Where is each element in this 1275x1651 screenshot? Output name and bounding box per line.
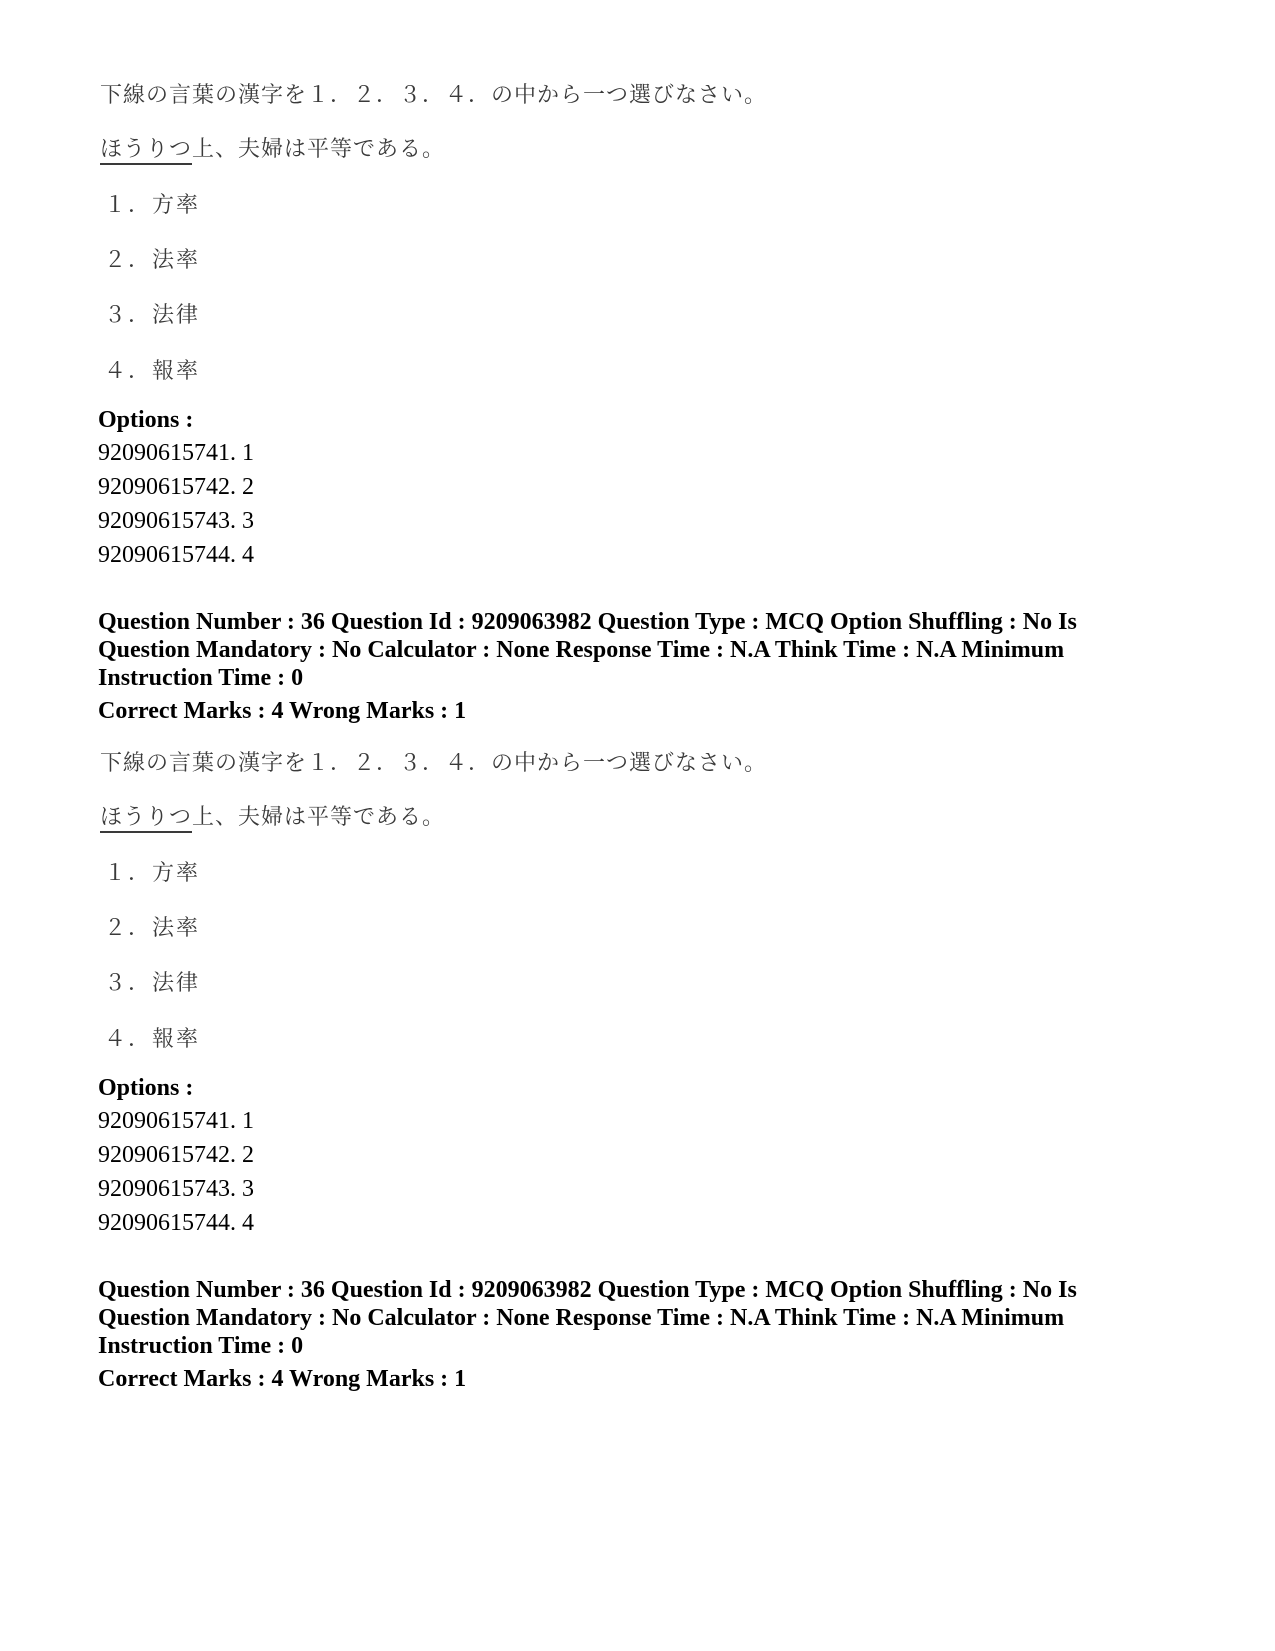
option-item: 92090615744. 4 <box>98 1210 254 1236</box>
meta-line: Instruction Time : 0 <box>98 1333 304 1359</box>
meta-line: Question Number : 36 Question Id : 9209063982 Question Type : MCQ Option Shuffling : No Is <box>98 1277 1077 1303</box>
question-instruction: 下線の言葉の漢字を１．２．３．４．の中から一つ選びなさい。 <box>100 83 768 108</box>
options-title: Options : <box>98 1075 194 1101</box>
question-instruction: 下線の言葉の漢字を１．２．３．４．の中から一つ選びなさい。 <box>100 751 768 776</box>
option-item: 92090615743. 3 <box>98 508 254 534</box>
option-item: 92090615741. 1 <box>98 1108 254 1134</box>
underlined-word: ほうりつ <box>100 137 192 165</box>
options-section-2 <box>98 1072 1188 1240</box>
option-item: 92090615741. 1 <box>98 440 254 466</box>
meta-line: Question Mandatory : No Calculator : None Response Time : N.A Think Time : N.A Minimum <box>98 637 1065 663</box>
choice-3: ３．法律 <box>104 303 201 328</box>
question-meta-2 <box>98 1276 1188 1393</box>
option-item: 92090615742. 2 <box>98 474 254 500</box>
marks-line: Correct Marks : 4 Wrong Marks : 1 <box>98 698 467 724</box>
marks-line: Correct Marks : 4 Wrong Marks : 1 <box>98 1366 467 1392</box>
options-section-1 <box>98 404 1188 572</box>
meta-line: Question Mandatory : No Calculator : None Response Time : N.A Think Time : N.A Minimum <box>98 1305 1065 1331</box>
question-meta-1 <box>98 608 1188 725</box>
meta-line: Instruction Time : 0 <box>98 665 304 691</box>
choice-3: ３．法律 <box>104 971 201 996</box>
meta-line: Question Number : 36 Question Id : 9209063982 Question Type : MCQ Option Shuffling : No Is <box>98 609 1077 635</box>
choice-2: ２．法率 <box>104 248 201 273</box>
choice-1: １．方率 <box>104 193 201 218</box>
question-sentence <box>100 800 445 831</box>
choice-4: ４．報率 <box>104 1027 201 1052</box>
option-item: 92090615744. 4 <box>98 542 254 568</box>
choice-4: ４．報率 <box>104 359 201 384</box>
choice-2: ２．法率 <box>104 916 201 941</box>
option-item: 92090615743. 3 <box>98 1176 254 1202</box>
underlined-word: ほうりつ <box>100 805 192 833</box>
option-item: 92090615742. 2 <box>98 1142 254 1168</box>
sentence-rest: 上、夫婦は平等である。 <box>192 137 446 162</box>
options-title: Options : <box>98 407 194 433</box>
choice-1: １．方率 <box>104 861 201 886</box>
question-sentence <box>100 132 445 163</box>
sentence-rest: 上、夫婦は平等である。 <box>192 805 446 830</box>
